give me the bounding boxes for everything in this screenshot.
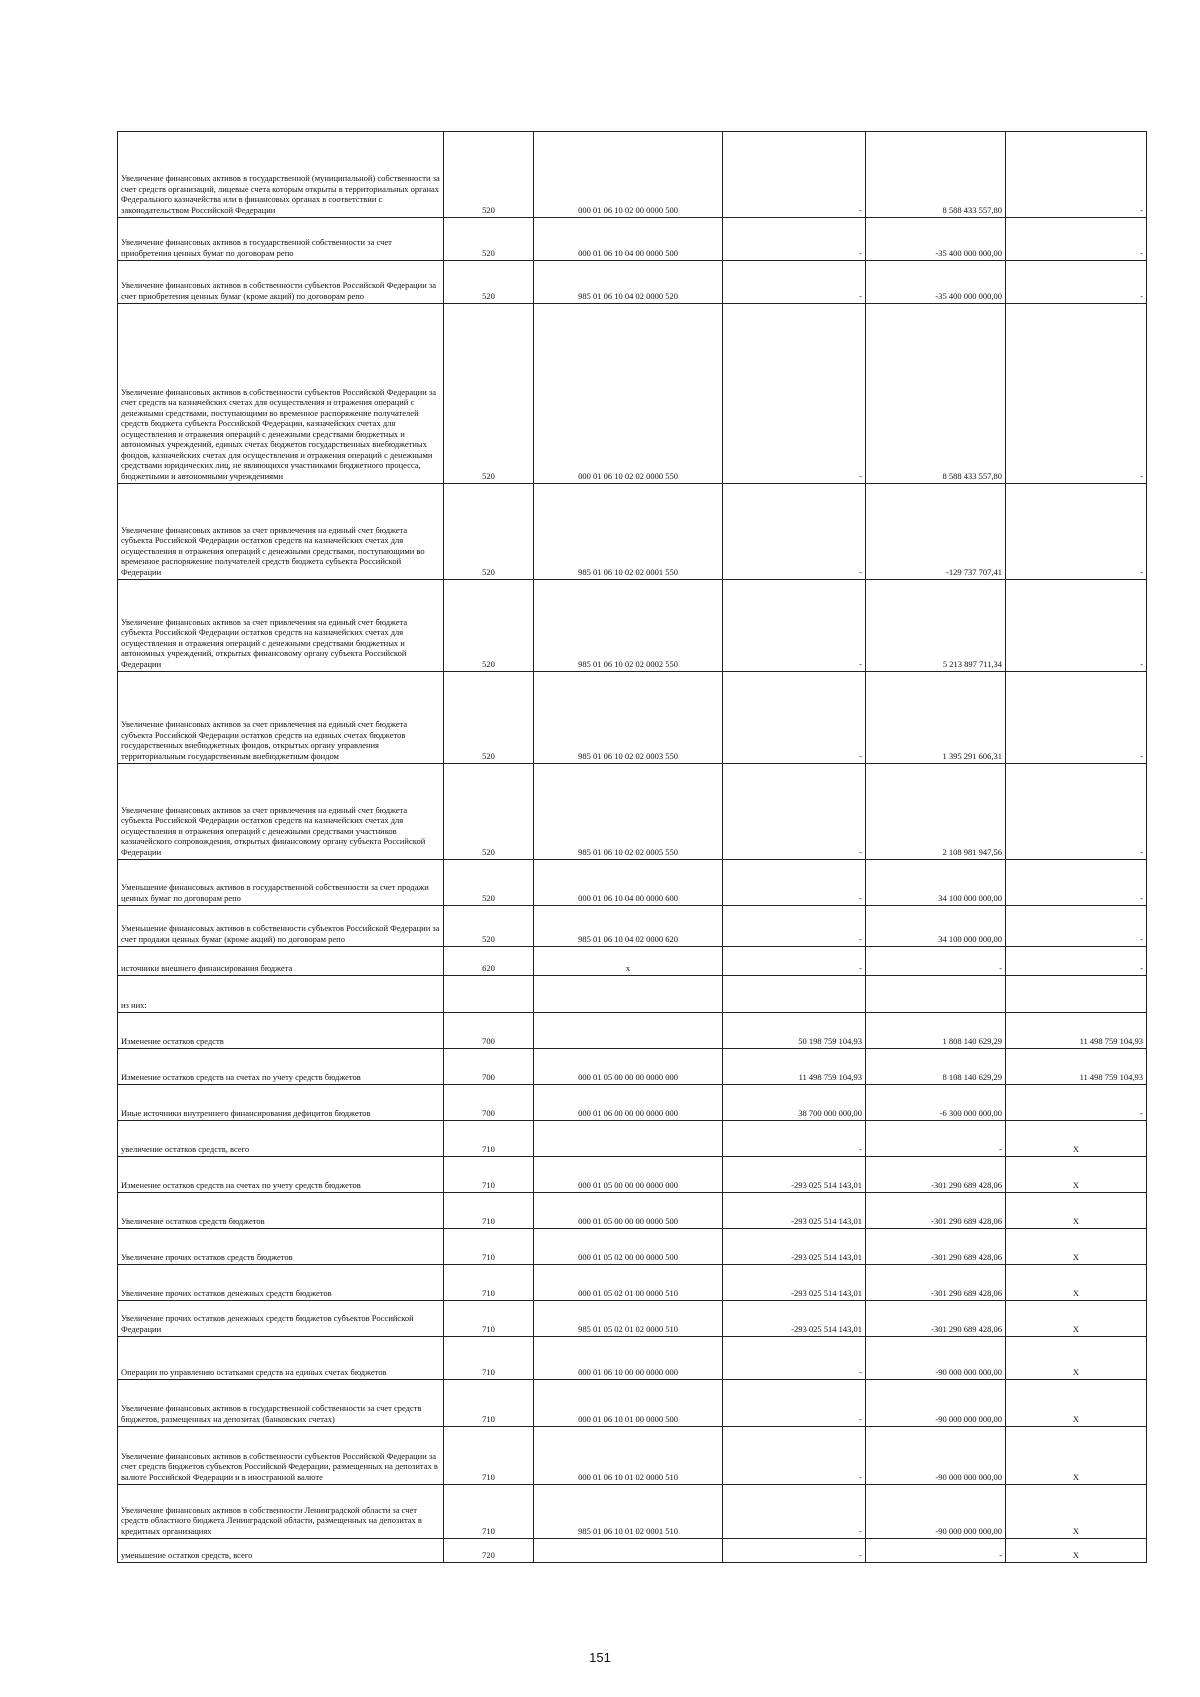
table-row (118, 218, 1147, 261)
row-unexecuted-value-cell: - (1006, 764, 1147, 860)
row-executed-value-cell: -90 000 000 000,00 (866, 1380, 1006, 1427)
row-executed-value-cell: 8 588 433 557,80 (866, 304, 1006, 484)
row-approved-value-cell: -293 025 514 143,01 (723, 1301, 866, 1337)
row-name-cell: Операции по управлению остатками средств на единых счетах бюджетов (118, 1337, 444, 1380)
row-unexecuted-value-cell: - (1006, 304, 1147, 484)
row-budget-code-cell: 985 01 06 10 04 02 0000 620 (534, 906, 723, 947)
table-row (118, 1301, 1147, 1337)
row-executed-value-cell: -90 000 000 000,00 (866, 1337, 1006, 1380)
row-line-code-cell: 710 (444, 1301, 534, 1337)
row-unexecuted-value-cell: X (1006, 1229, 1147, 1265)
row-line-code-cell: 710 (444, 1265, 534, 1301)
row-executed-value-cell: -301 290 689 428,06 (866, 1229, 1006, 1265)
row-name-cell: Увеличение финансовых активов в собственности субъектов Российской Федерации за счет средств на казначейских счетах для осуществления и отражения операций с денежными средствами, поступающими во временное распоряжение получателей средств бюджета субъекта Российской Федерации, казначейских счетах для осуществления и отражения операций с денежными средствами бюджетных и автономных учреждений, единых счетах бюджетов государственных внебюджетных фондов, казначейских счетах для осуществления и отражения операций с денежными средствами юридических лиц, не являющихся участниками бюджетного процесса, бюджетными и автономными учреждениями (118, 304, 444, 484)
row-name-cell: Иные источники внутреннего финансирования дефицитов бюджетов (118, 1085, 444, 1121)
row-unexecuted-value-cell: X (1006, 1337, 1147, 1380)
row-budget-code-cell: 985 01 06 10 02 02 0001 550 (534, 484, 723, 580)
row-name-cell: Увеличение прочих остатков денежных средств бюджетов (118, 1265, 444, 1301)
row-budget-code-cell: x (534, 947, 723, 976)
row-budget-code-cell: 000 01 06 00 00 00 0000 000 (534, 1085, 723, 1121)
table-body (118, 132, 1147, 1563)
row-budget-code-cell: 000 01 06 10 02 00 0000 500 (534, 132, 723, 218)
row-executed-value-cell: - (866, 1539, 1006, 1563)
row-approved-value-cell: - (723, 1380, 866, 1427)
row-budget-code-cell: 000 01 06 10 01 02 0000 510 (534, 1427, 723, 1485)
row-unexecuted-value-cell: - (1006, 672, 1147, 764)
row-executed-value-cell: 2 108 981 947,56 (866, 764, 1006, 860)
row-unexecuted-value-cell: X (1006, 1157, 1147, 1193)
row-budget-code-cell: 000 01 06 10 01 00 0000 500 (534, 1380, 723, 1427)
row-approved-value-cell: - (723, 1121, 866, 1157)
row-executed-value-cell: 8 108 140 629,29 (866, 1049, 1006, 1085)
row-approved-value-cell: - (723, 906, 866, 947)
row-approved-value-cell: - (723, 1337, 866, 1380)
row-approved-value-cell: - (723, 132, 866, 218)
table-row (118, 764, 1147, 860)
row-approved-value-cell: - (723, 860, 866, 906)
row-approved-value-cell: - (723, 580, 866, 672)
row-line-code-cell: 520 (444, 860, 534, 906)
row-line-code-cell: 700 (444, 1049, 534, 1085)
row-executed-value-cell: - (866, 1121, 1006, 1157)
row-budget-code-cell: 985 01 06 10 02 02 0002 550 (534, 580, 723, 672)
row-approved-value-cell: - (723, 484, 866, 580)
row-approved-value-cell: - (723, 261, 866, 304)
row-approved-value-cell: - (723, 1485, 866, 1539)
row-approved-value-cell: -293 025 514 143,01 (723, 1229, 866, 1265)
row-name-cell: Увеличение финансовых активов за счет привлечения на единый счет бюджета субъекта Российской Федерации остатков средств на казначейских счетах для осуществления и отражения операций с денежными средствами, поступающими во временное распоряжение получателей средств бюджета субъекта Российской Федерации (118, 484, 444, 580)
row-executed-value-cell: -35 400 000 000,00 (866, 261, 1006, 304)
row-line-code-cell: 520 (444, 580, 534, 672)
row-executed-value-cell: -90 000 000 000,00 (866, 1485, 1006, 1539)
row-unexecuted-value-cell: X (1006, 1539, 1147, 1563)
row-line-code-cell: 520 (444, 132, 534, 218)
row-line-code-cell: 520 (444, 672, 534, 764)
table-row (118, 1013, 1147, 1049)
row-executed-value-cell: 1 808 140 629,29 (866, 1013, 1006, 1049)
row-unexecuted-value-cell: - (1006, 484, 1147, 580)
row-line-code-cell: 620 (444, 947, 534, 976)
row-unexecuted-value-cell: X (1006, 1193, 1147, 1229)
row-approved-value-cell: 38 700 000 000,00 (723, 1085, 866, 1121)
table-row (118, 580, 1147, 672)
table-row (118, 906, 1147, 947)
row-executed-value-cell: 1 395 291 606,31 (866, 672, 1006, 764)
row-executed-value-cell: 34 100 000 000,00 (866, 906, 1006, 947)
table-row (118, 261, 1147, 304)
row-approved-value-cell: - (723, 672, 866, 764)
row-budget-code-cell: 000 01 06 10 00 00 0000 000 (534, 1337, 723, 1380)
row-unexecuted-value-cell: - (1006, 261, 1147, 304)
row-name-cell: Увеличение финансовых активов за счет привлечения на единый счет бюджета субъекта Российской Федерации остатков средств на казначейских счетах для осуществления и отражения операций с денежными средствами бюджетных и автономных учреждений, открытых финансовому органу субъекта Российской Федерации (118, 580, 444, 672)
row-budget-code-cell: 000 01 05 00 00 00 0000 500 (534, 1193, 723, 1229)
table-row (118, 947, 1147, 976)
row-name-cell: Увеличение остатков средств бюджетов (118, 1193, 444, 1229)
row-unexecuted-value-cell: - (1006, 860, 1147, 906)
row-unexecuted-value-cell: X (1006, 1121, 1147, 1157)
row-executed-value-cell: 34 100 000 000,00 (866, 860, 1006, 906)
table-row (118, 1265, 1147, 1301)
row-line-code-cell: 700 (444, 1013, 534, 1049)
row-unexecuted-value-cell: X (1006, 1427, 1147, 1485)
row-name-cell: Увеличение финансовых активов в государственной собственности за счет приобретения ценных бумаг по договорам репо (118, 218, 444, 261)
row-executed-value-cell: -301 290 689 428,06 (866, 1193, 1006, 1229)
row-executed-value-cell: -301 290 689 428,06 (866, 1157, 1006, 1193)
table-row (118, 1085, 1147, 1121)
table-row (118, 304, 1147, 484)
row-name-cell: Увеличение финансовых активов в собственности субъектов Российской Федерации за счет приобретения ценных бумаг (кроме акций) по договорам репо (118, 261, 444, 304)
row-name-cell: Увеличение прочих остатков средств бюджетов (118, 1229, 444, 1265)
row-name-cell: источники внешнего финансирования бюджета (118, 947, 444, 976)
page-number: 151 (589, 1650, 611, 1665)
table-row (118, 1157, 1147, 1193)
row-executed-value-cell: -6 300 000 000,00 (866, 1085, 1006, 1121)
row-name-cell: Увеличение прочих остатков денежных средств бюджетов субъектов Российской Федерации (118, 1301, 444, 1337)
row-line-code-cell: 710 (444, 1337, 534, 1380)
row-executed-value-cell: 5 213 897 711,34 (866, 580, 1006, 672)
row-line-code-cell: 710 (444, 1229, 534, 1265)
row-budget-code-cell (534, 1013, 723, 1049)
row-executed-value-cell: -301 290 689 428,06 (866, 1265, 1006, 1301)
row-name-cell: Увеличение финансовых активов за счет привлечения на единый счет бюджета субъекта Российской Федерации остатков средств на единых счетах бюджетов государственных внебюджетных фондов, открытых органу управления территориальным государственным внебюджетным фондом (118, 672, 444, 764)
table-row (118, 1380, 1147, 1427)
row-approved-value-cell: -293 025 514 143,01 (723, 1157, 866, 1193)
row-unexecuted-value-cell: X (1006, 1380, 1147, 1427)
row-line-code-cell: 710 (444, 1121, 534, 1157)
row-line-code-cell: 520 (444, 304, 534, 484)
row-name-cell: Уменьшение финансовых активов в государственной собственности за счет продажи ценных бумаг по договорам репо (118, 860, 444, 906)
row-executed-value-cell: - (866, 947, 1006, 976)
row-line-code-cell (444, 976, 534, 1013)
table-row (118, 1121, 1147, 1157)
row-unexecuted-value-cell: X (1006, 1301, 1147, 1337)
financing-sources-table (117, 131, 1147, 1563)
row-unexecuted-value-cell: 11 498 759 104,93 (1006, 1049, 1147, 1085)
table-row (118, 1049, 1147, 1085)
row-unexecuted-value-cell: 11 498 759 104,93 (1006, 1013, 1147, 1049)
row-line-code-cell: 710 (444, 1193, 534, 1229)
row-line-code-cell: 710 (444, 1485, 534, 1539)
row-name-cell: Увеличение финансовых активов за счет привлечения на единый счет бюджета субъекта Российской Федерации остатков средств на казначейских счетах для осуществления и отражения операций с денежными средствами участников казначейского сопровождения, открытых финансовому органу субъекта Российской Федерации (118, 764, 444, 860)
row-name-cell: Изменение остатков средств (118, 1013, 444, 1049)
row-approved-value-cell: - (723, 1539, 866, 1563)
row-line-code-cell: 710 (444, 1380, 534, 1427)
row-unexecuted-value-cell: - (1006, 947, 1147, 976)
row-budget-code-cell (534, 1121, 723, 1157)
table-row (118, 1337, 1147, 1380)
row-line-code-cell: 520 (444, 218, 534, 261)
row-name-cell: Изменение остатков средств на счетах по учету средств бюджетов (118, 1157, 444, 1193)
row-budget-code-cell: 000 01 06 10 04 00 0000 500 (534, 218, 723, 261)
row-executed-value-cell: -129 737 707,41 (866, 484, 1006, 580)
row-unexecuted-value-cell: X (1006, 1265, 1147, 1301)
table-row (118, 1229, 1147, 1265)
row-approved-value-cell: - (723, 1427, 866, 1485)
row-name-cell: Увеличение финансовых активов в собственности Ленинградской области за счет средств областного бюджета Ленинградской области, размещенных на депозитах в кредитных организациях (118, 1485, 444, 1539)
row-executed-value-cell: -35 400 000 000,00 (866, 218, 1006, 261)
row-budget-code-cell: 000 01 06 10 04 00 0000 600 (534, 860, 723, 906)
row-unexecuted-value-cell (1006, 976, 1147, 1013)
row-budget-code-cell: 985 01 06 10 01 02 0001 510 (534, 1485, 723, 1539)
row-unexecuted-value-cell: - (1006, 906, 1147, 947)
row-approved-value-cell: 50 198 759 104,93 (723, 1013, 866, 1049)
row-executed-value-cell: -90 000 000 000,00 (866, 1427, 1006, 1485)
row-approved-value-cell: - (723, 764, 866, 860)
row-budget-code-cell: 000 01 05 00 00 00 0000 000 (534, 1049, 723, 1085)
table-row (118, 1427, 1147, 1485)
row-name-cell: уменьшение остатков средств, всего (118, 1539, 444, 1563)
row-budget-code-cell: 000 01 05 00 00 00 0000 000 (534, 1157, 723, 1193)
row-line-code-cell: 520 (444, 906, 534, 947)
row-line-code-cell: 710 (444, 1157, 534, 1193)
table-row (118, 132, 1147, 218)
row-approved-value-cell (723, 976, 866, 1013)
row-unexecuted-value-cell: - (1006, 218, 1147, 261)
row-name-cell: Увеличение финансовых активов в государственной (муниципальной) собственности за счет средств организаций, лицевые счета которым открыты в территориальных органах Федерального казначейства или в финансовых органах в соответствии с законодательством Российской Федерации (118, 132, 444, 218)
table-row (118, 976, 1147, 1013)
row-budget-code-cell: 985 01 06 10 04 02 0000 520 (534, 261, 723, 304)
table-row (118, 672, 1147, 764)
row-budget-code-cell (534, 1539, 723, 1563)
row-budget-code-cell (534, 976, 723, 1013)
row-budget-code-cell: 000 01 05 02 00 00 0000 500 (534, 1229, 723, 1265)
row-unexecuted-value-cell: - (1006, 580, 1147, 672)
row-executed-value-cell: 8 588 433 557,80 (866, 132, 1006, 218)
row-budget-code-cell: 985 01 06 10 02 02 0003 550 (534, 672, 723, 764)
row-name-cell: Увеличение финансовых активов в собственности субъектов Российской Федерации за счет средств бюджетов субъектов Российской Федерации, размещенных на депозитах в валюте Российской Федерации и в иностранной валюте (118, 1427, 444, 1485)
row-unexecuted-value-cell: - (1006, 1085, 1147, 1121)
row-line-code-cell: 710 (444, 1427, 534, 1485)
row-line-code-cell: 520 (444, 484, 534, 580)
row-unexecuted-value-cell: - (1006, 132, 1147, 218)
row-approved-value-cell: 11 498 759 104,93 (723, 1049, 866, 1085)
row-line-code-cell: 720 (444, 1539, 534, 1563)
table-row (118, 1193, 1147, 1229)
row-approved-value-cell: - (723, 218, 866, 261)
row-name-cell: увеличение остатков средств, всего (118, 1121, 444, 1157)
row-line-code-cell: 520 (444, 764, 534, 860)
table-row (118, 860, 1147, 906)
row-budget-code-cell: 000 01 06 10 02 02 0000 550 (534, 304, 723, 484)
row-name-cell: из них: (118, 976, 444, 1013)
row-approved-value-cell: -293 025 514 143,01 (723, 1193, 866, 1229)
row-budget-code-cell: 985 01 05 02 01 02 0000 510 (534, 1301, 723, 1337)
table-row (118, 1485, 1147, 1539)
row-line-code-cell: 700 (444, 1085, 534, 1121)
row-budget-code-cell: 000 01 05 02 01 00 0000 510 (534, 1265, 723, 1301)
table-row (118, 1539, 1147, 1563)
row-name-cell: Увеличение финансовых активов в государственной собственности за счет средств бюджетов, размещенных на депозитах (банковских счетах) (118, 1380, 444, 1427)
row-budget-code-cell: 985 01 06 10 02 02 0005 550 (534, 764, 723, 860)
row-executed-value-cell (866, 976, 1006, 1013)
row-approved-value-cell: -293 025 514 143,01 (723, 1265, 866, 1301)
row-approved-value-cell: - (723, 947, 866, 976)
row-unexecuted-value-cell: X (1006, 1485, 1147, 1539)
row-executed-value-cell: -301 290 689 428,06 (866, 1301, 1006, 1337)
table-row (118, 484, 1147, 580)
row-approved-value-cell: - (723, 304, 866, 484)
row-line-code-cell: 520 (444, 261, 534, 304)
row-name-cell: Изменение остатков средств на счетах по учету средств бюджетов (118, 1049, 444, 1085)
row-name-cell: Уменьшение финансовых активов в собственности субъектов Российской Федерации за счет продажи ценных бумаг (кроме акций) по договорам репо (118, 906, 444, 947)
